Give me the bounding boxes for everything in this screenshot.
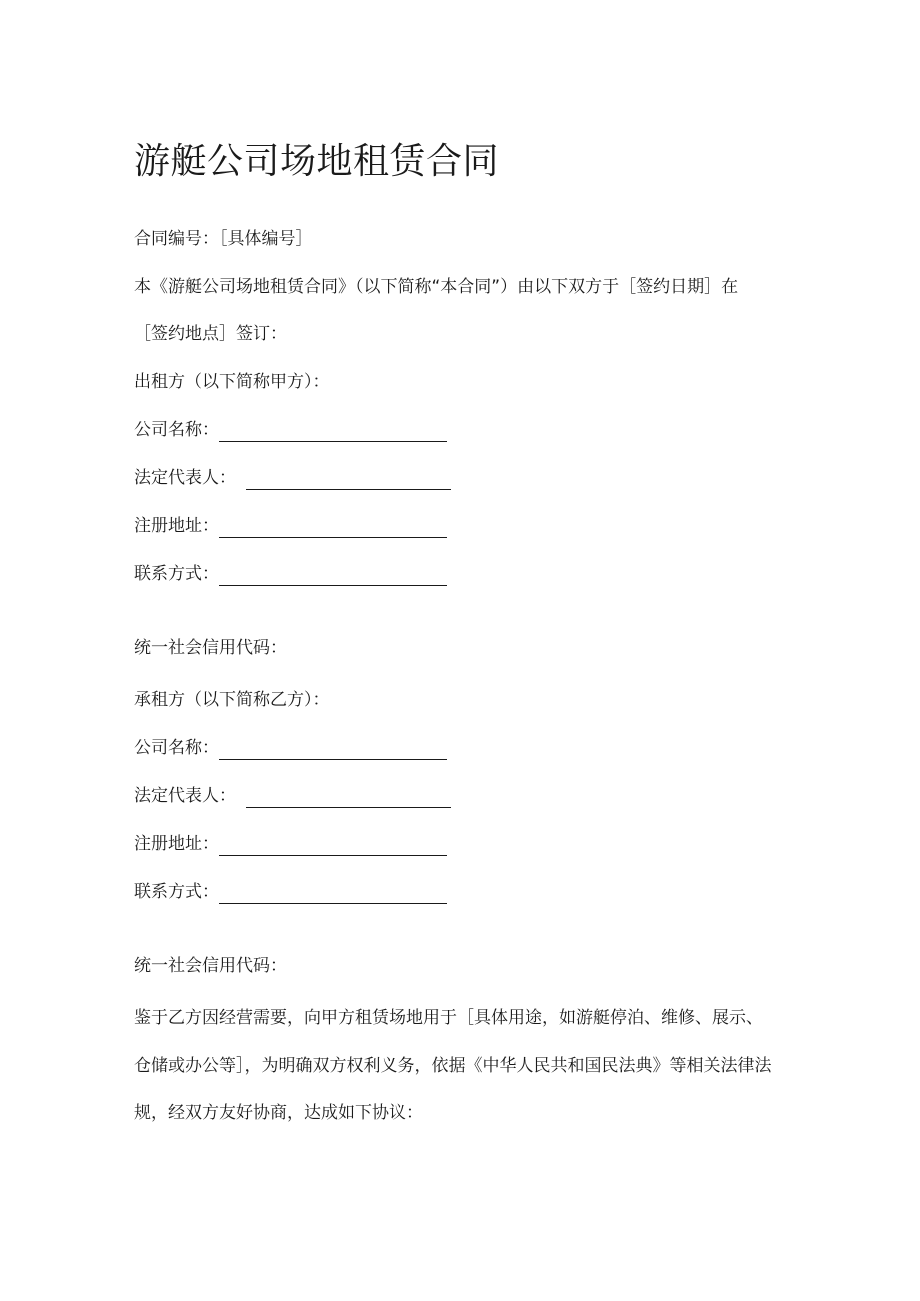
- lessee-contact-field[interactable]: [219, 883, 447, 904]
- lessee-address-label: 注册地址：: [134, 834, 219, 854]
- lessee-contact-row: [134, 880, 447, 904]
- lessee-credit-code-label: 统一社会信用代码：: [134, 956, 287, 976]
- lessee-legal-rep-field[interactable]: [246, 787, 451, 808]
- lessee-legal-rep-label: 法定代表人：: [134, 786, 236, 806]
- lessee-heading: 承租方（以下简称乙方）：: [134, 690, 330, 710]
- lessor-company-name-row: [134, 418, 447, 442]
- lessee-company-name-row: [134, 736, 447, 760]
- lessor-address-field[interactable]: [219, 517, 447, 538]
- lessee-address-row: [134, 832, 447, 856]
- lessor-legal-rep-field[interactable]: [246, 469, 451, 490]
- lessee-company-name-label: 公司名称：: [134, 738, 219, 758]
- lessor-heading: 出租方（以下简称甲方）：: [134, 372, 330, 392]
- document-title: 游艇公司场地租赁合同: [134, 141, 500, 182]
- recital-line-3: 规，经双方友好协商，达成如下协议：: [134, 1103, 423, 1123]
- lessor-address-label: 注册地址：: [134, 516, 219, 536]
- lessee-company-name-field[interactable]: [219, 739, 447, 760]
- recital-line-1: 鉴于乙方因经营需要，向甲方租赁场地用于［具体用途，如游艇停泊、维修、展示、: [134, 1008, 763, 1028]
- lessor-legal-rep-label: 法定代表人：: [134, 468, 236, 488]
- recital-line-2: 仓储或办公等］，为明确双方权利义务，依据《中华人民共和国民法典》等相关法律法: [134, 1056, 772, 1076]
- lessee-legal-rep-row: [134, 784, 451, 808]
- lessor-address-row: [134, 514, 447, 538]
- lessee-address-field[interactable]: [219, 835, 447, 856]
- lessor-company-name-label: 公司名称：: [134, 420, 219, 440]
- lessor-contact-row: [134, 562, 447, 586]
- lessor-contact-label: 联系方式：: [134, 564, 219, 584]
- lessor-legal-rep-row: [134, 466, 451, 490]
- contract-number: 合同编号：［具体编号］: [134, 229, 313, 249]
- lessee-contact-label: 联系方式：: [134, 882, 219, 902]
- intro-line-1: 本《游艇公司场地租赁合同》（以下简称“本合同”）由以下双方于［签约日期］在: [134, 277, 739, 297]
- lessor-credit-code-label: 统一社会信用代码：: [134, 638, 287, 658]
- intro-line-2: ［签约地点］签订：: [134, 324, 287, 344]
- lessor-company-name-field[interactable]: [219, 421, 447, 442]
- lessor-contact-field[interactable]: [219, 565, 447, 586]
